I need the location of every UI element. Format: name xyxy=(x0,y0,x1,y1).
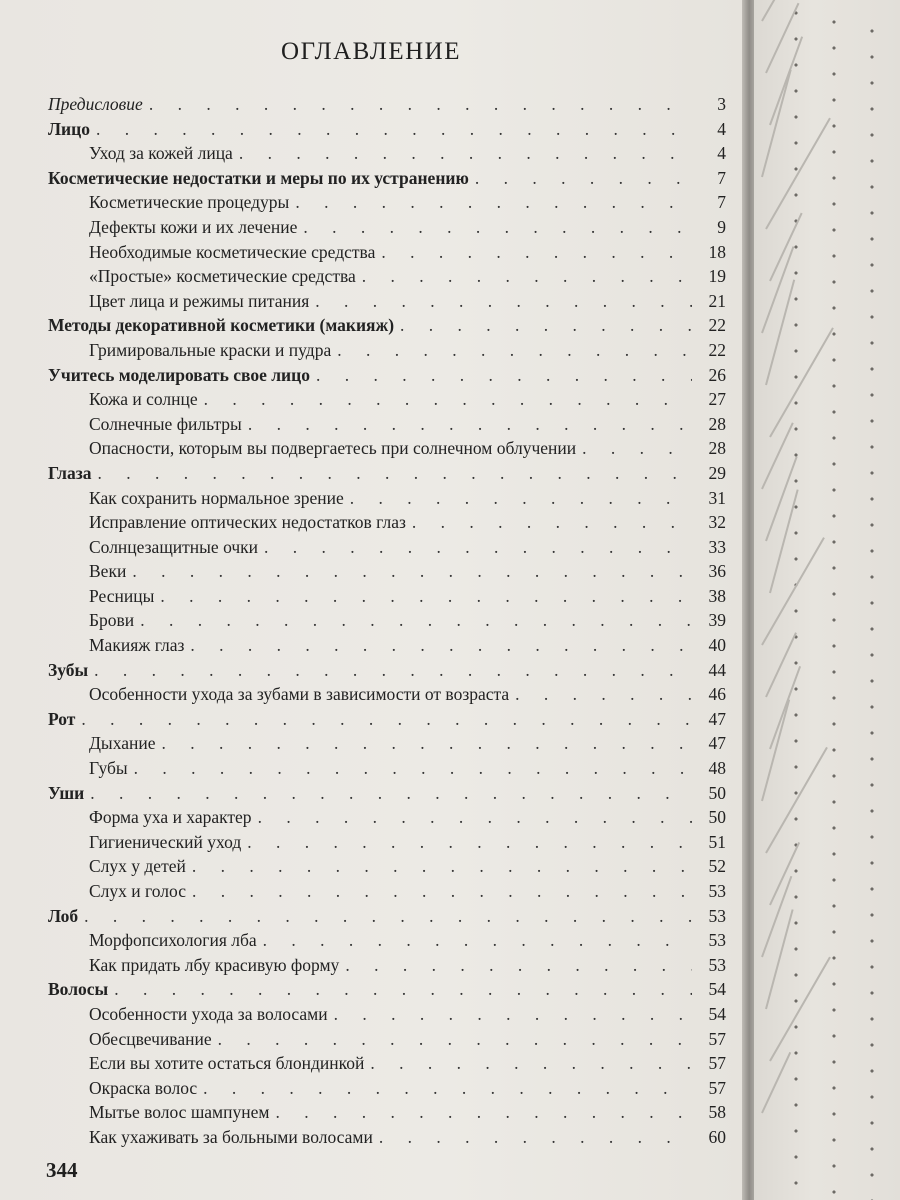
dot-leader xyxy=(192,879,692,904)
toc-entry-page: 57 xyxy=(708,1077,726,1098)
toc-entry-page: 7 xyxy=(717,167,726,188)
toc-entry-label: Рот xyxy=(48,708,76,729)
toc-entry-page: 27 xyxy=(708,389,726,410)
toc-entry xyxy=(48,190,726,215)
dot-leader xyxy=(475,166,692,191)
dot-leader xyxy=(303,215,692,240)
toc-entry xyxy=(48,904,726,929)
toc-entry-page: 52 xyxy=(708,856,726,877)
toc-entry-page: 53 xyxy=(708,881,726,901)
facing-page-text-line xyxy=(761,1052,791,1114)
toc-entry xyxy=(48,1027,726,1052)
dot-leader xyxy=(379,1125,692,1150)
toc-entry-label: Особенности ухода за волосами xyxy=(89,1003,328,1024)
toc-entry-page: 31 xyxy=(708,487,726,508)
toc-entry-label: Предисловие xyxy=(48,94,143,114)
toc-entry-label: Ресницы xyxy=(89,585,155,606)
toc-entry-label: Как сохранить нормальное зрение xyxy=(89,487,344,508)
toc-entry-page: 22 xyxy=(708,315,726,336)
dot-leader xyxy=(264,535,692,560)
toc-entry-page: 57 xyxy=(708,1053,726,1074)
toc-entry xyxy=(48,535,726,560)
dot-leader xyxy=(239,141,692,166)
dot-leader xyxy=(204,387,692,412)
toc-entry-page: 47 xyxy=(708,733,726,754)
toc-entry-page: 48 xyxy=(708,758,726,779)
toc-entry-label: Лоб xyxy=(48,905,79,926)
dot-leader xyxy=(316,363,692,388)
toc-entry-page: 38 xyxy=(708,585,726,606)
toc-entry-label: Веки xyxy=(89,561,127,582)
toc-entry-label: Солнечные фильтры xyxy=(89,413,242,434)
facing-page-dots xyxy=(832,9,836,1200)
toc-entry-page: 36 xyxy=(708,561,726,582)
toc-entry xyxy=(48,756,726,781)
dot-leader xyxy=(515,682,692,707)
toc-entry-page: 58 xyxy=(708,1102,726,1123)
toc-entry xyxy=(48,1100,726,1125)
toc-entry xyxy=(48,977,726,1002)
toc-entry-page: 22 xyxy=(708,339,726,360)
dot-leader xyxy=(81,707,692,732)
dot-leader xyxy=(84,904,692,929)
toc-entry-label: Брови xyxy=(89,610,135,631)
toc-entry-label: Дефекты кожи и их лечение xyxy=(89,216,298,237)
toc-entry xyxy=(48,313,726,338)
toc-entry-page: 54 xyxy=(708,1003,726,1024)
dot-leader xyxy=(362,264,692,289)
toc-entry-page: 60 xyxy=(708,1126,726,1147)
toc-entry xyxy=(48,215,726,240)
facing-page-text-line xyxy=(769,327,834,437)
toc-entry-label: Косметические процедуры xyxy=(89,192,290,213)
dot-leader xyxy=(132,559,692,584)
toc-entry-label: Глаза xyxy=(48,462,92,483)
toc-entry-page: 18 xyxy=(708,241,726,262)
toc-entry-page: 21 xyxy=(708,290,726,311)
dot-leader xyxy=(149,92,692,117)
toc-entry-label: Кожа и солнце xyxy=(89,389,198,410)
toc-entry-page: 39 xyxy=(708,610,726,631)
toc-entry xyxy=(48,682,726,707)
toc-entry-page: 9 xyxy=(717,216,726,237)
toc-entry xyxy=(48,166,726,191)
toc-entry xyxy=(48,289,726,314)
toc-entry xyxy=(48,338,726,363)
dot-leader xyxy=(275,1100,692,1125)
dot-leader xyxy=(582,436,692,461)
dot-leader xyxy=(247,830,692,855)
toc-entry-label: Губы xyxy=(89,758,128,779)
dot-leader xyxy=(315,289,692,314)
toc-entry xyxy=(48,117,726,142)
toc-entry xyxy=(48,387,726,412)
toc-entry-page: 53 xyxy=(708,954,726,975)
dot-leader xyxy=(370,1051,692,1076)
toc-entry-label: Гигиенический уход xyxy=(89,831,242,852)
toc-entry xyxy=(48,707,726,732)
facing-page-text-line xyxy=(761,70,792,178)
dot-leader xyxy=(350,486,692,511)
dot-leader xyxy=(258,805,692,830)
dot-leader xyxy=(90,781,692,806)
toc-entry xyxy=(48,141,726,166)
toc-entry-page: 32 xyxy=(708,512,726,533)
dot-leader xyxy=(140,608,692,633)
facing-page-text-line xyxy=(765,909,794,1009)
facing-page-text-line xyxy=(765,118,831,230)
page-title: ОГЛАВЛЕНИЕ xyxy=(281,38,461,65)
toc-entry-label: Гримировальные краски и пудра xyxy=(89,339,332,360)
toc-entry-page: 28 xyxy=(708,413,726,434)
facing-page-text-line xyxy=(761,0,793,22)
toc-entry xyxy=(48,1002,726,1027)
dot-leader xyxy=(161,731,692,756)
toc-entry-page: 50 xyxy=(708,807,726,828)
dot-leader xyxy=(160,584,692,609)
toc-entry-label: Особенности ухода за зубами в зависимости от возраста xyxy=(89,684,510,705)
toc-entry-page: 33 xyxy=(708,536,726,557)
toc-entry-label: Как придать лбу красивую форму xyxy=(89,954,340,975)
toc-entry-label: Окраска волос xyxy=(89,1077,198,1098)
dot-leader xyxy=(192,854,692,879)
facing-page-dots xyxy=(870,18,874,1200)
toc-entry xyxy=(48,928,726,953)
toc-entry xyxy=(48,879,726,904)
toc-entry xyxy=(48,633,726,658)
toc-entry-page: 47 xyxy=(708,708,726,729)
toc-entry-page: 46 xyxy=(708,684,726,705)
toc-entry-label: Дыхание xyxy=(89,733,156,754)
toc-entry-label: Лицо xyxy=(48,118,90,139)
toc-entry-label: Как ухаживать за больными волосами xyxy=(89,1126,373,1147)
dot-leader xyxy=(412,510,692,535)
toc-entry xyxy=(48,363,726,388)
toc-entry xyxy=(48,805,726,830)
toc-entry-page: 44 xyxy=(708,659,726,680)
toc-entry xyxy=(48,584,726,609)
toc-entry-label: Волосы xyxy=(48,979,109,1000)
toc-entry xyxy=(48,240,726,265)
toc-entry xyxy=(48,461,726,486)
toc-entry-page: 3 xyxy=(717,94,726,114)
toc-entry-label: Обесцвечивание xyxy=(89,1028,212,1049)
facing-page-text-line xyxy=(765,279,795,385)
toc-entry-label: Зубы xyxy=(48,659,89,680)
toc-entry-label: Макияж глаз xyxy=(89,635,185,656)
toc-entry-page: 40 xyxy=(708,635,726,656)
facing-page-text-line xyxy=(761,699,790,801)
page-number: 344 xyxy=(46,1158,78,1182)
toc-entry xyxy=(48,1051,726,1076)
toc-entry-label: Опасности, которым вы подвергаетесь при солнечном облучении xyxy=(89,438,577,459)
toc-entry-page: 50 xyxy=(708,782,726,803)
toc-entry-page: 51 xyxy=(708,831,726,852)
toc-entry-page: 53 xyxy=(708,930,726,951)
facing-page-edge xyxy=(754,0,900,1200)
table-of-contents xyxy=(48,92,726,1150)
toc-entry-page: 53 xyxy=(708,905,726,926)
toc-entry-label: Косметические недостатки и меры по их устранению xyxy=(48,167,469,188)
toc-entry xyxy=(48,658,726,683)
dot-leader xyxy=(400,313,692,338)
toc-entry xyxy=(48,1125,726,1150)
toc-entry-label: Исправление оптических недостатков глаз xyxy=(89,512,406,533)
dot-leader xyxy=(203,1076,692,1101)
toc-entry-label: Солнцезащитные очки xyxy=(89,536,259,557)
dot-leader xyxy=(190,633,692,658)
toc-entry xyxy=(48,608,726,633)
dot-leader xyxy=(295,190,692,215)
toc-entry-page: 4 xyxy=(717,143,726,164)
toc-entry xyxy=(48,486,726,511)
toc-entry-label: Учитесь моделировать свое лицо xyxy=(48,364,310,385)
toc-entry xyxy=(48,1076,726,1101)
book-gutter xyxy=(742,0,754,1200)
toc-entry-label: Если вы хотите остаться блондинкой xyxy=(89,1053,365,1074)
dot-leader xyxy=(96,117,692,142)
toc-entry xyxy=(48,412,726,437)
toc-entry-page: 26 xyxy=(708,364,726,385)
toc-entry-page: 19 xyxy=(708,266,726,287)
toc-entry-page: 4 xyxy=(717,118,726,139)
dot-leader xyxy=(94,658,692,683)
toc-entry xyxy=(48,92,726,117)
toc-entry-label: Уши xyxy=(48,782,85,803)
toc-entry-label: Уход за кожей лица xyxy=(89,143,233,164)
toc-entry xyxy=(48,510,726,535)
toc-entry xyxy=(48,436,726,461)
toc-entry-label: Необходимые косметические средства xyxy=(89,241,376,262)
toc-entry xyxy=(48,830,726,855)
toc-entry xyxy=(48,854,726,879)
toc-entry-page: 29 xyxy=(708,462,726,483)
toc-entry xyxy=(48,731,726,756)
dot-leader xyxy=(114,977,692,1002)
toc-entry xyxy=(48,559,726,584)
toc-entry-page: 57 xyxy=(708,1028,726,1049)
toc-entry-page: 54 xyxy=(708,979,726,1000)
toc-entry-page: 28 xyxy=(708,438,726,459)
toc-entry-label: Форма уха и характер xyxy=(89,807,252,828)
facing-page-text-line xyxy=(769,957,831,1062)
toc-entry-label: «Простые» косметические средства xyxy=(89,266,356,287)
dot-leader xyxy=(345,953,692,978)
toc-entry-page: 7 xyxy=(717,192,726,213)
toc-entry xyxy=(48,953,726,978)
dot-leader xyxy=(381,240,692,265)
dot-leader xyxy=(248,412,692,437)
toc-entry-label: Методы декоративной косметики (макияж) xyxy=(48,315,395,336)
dot-leader xyxy=(98,461,692,486)
dot-leader xyxy=(334,1002,692,1027)
toc-entry xyxy=(48,781,726,806)
dot-leader xyxy=(134,756,692,781)
dot-leader xyxy=(218,1027,692,1052)
toc-entry xyxy=(48,264,726,289)
toc-entry-label: Слух у детей xyxy=(89,856,186,877)
dot-leader xyxy=(337,338,692,363)
toc-entry-label: Цвет лица и режимы питания xyxy=(89,290,310,311)
toc-entry-label: Слух и голос xyxy=(89,881,186,901)
toc-entry-label: Мытье волос шампунем xyxy=(89,1102,270,1123)
toc-entry-label: Морфопсихология лба xyxy=(89,930,257,951)
dot-leader xyxy=(263,928,692,953)
